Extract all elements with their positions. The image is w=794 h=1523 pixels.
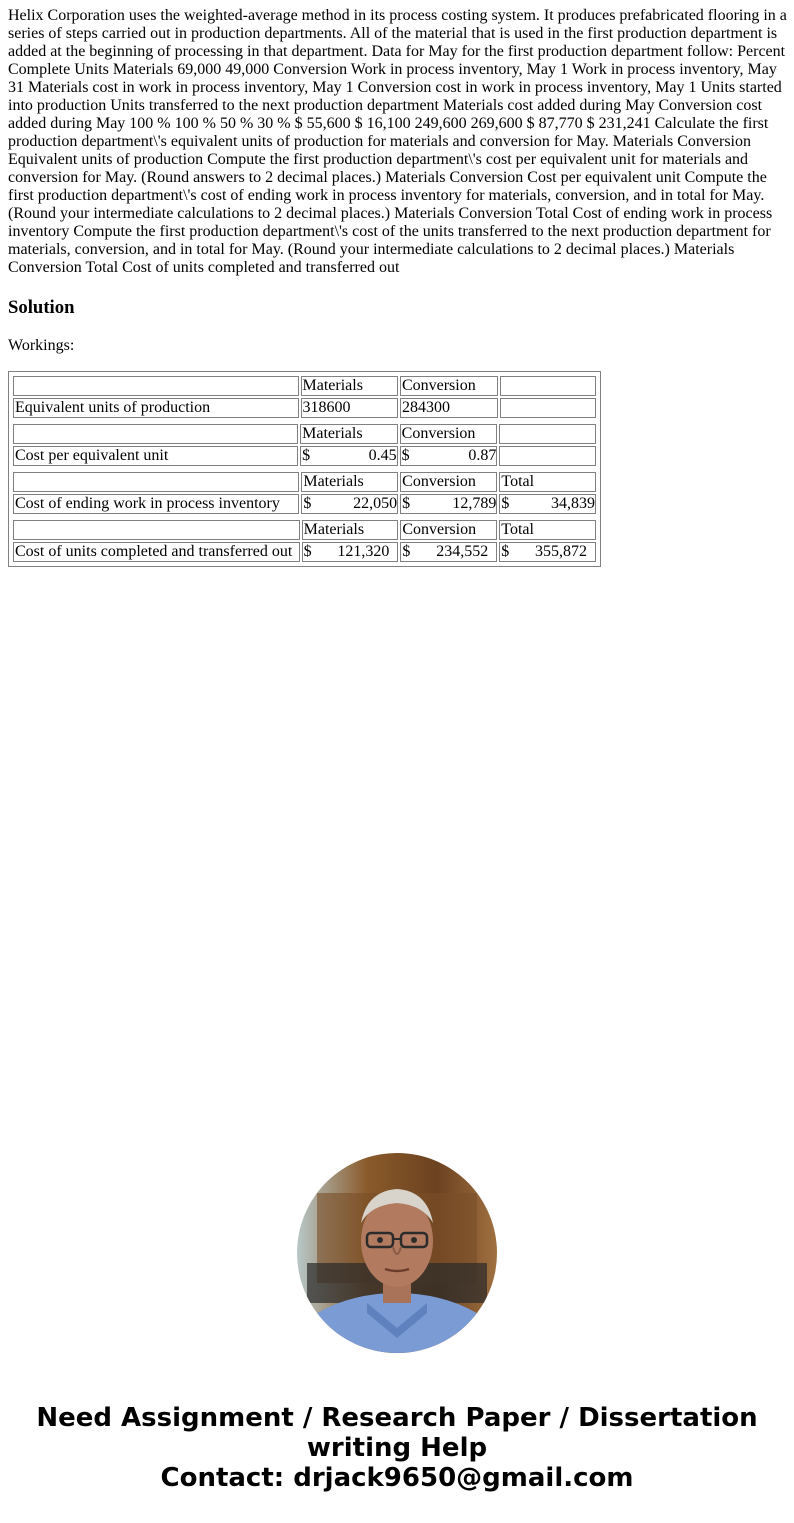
header-cell: Materials [300,424,398,444]
table-header-row [13,520,596,540]
question-text: Helix Corporation uses the weighted-average method in its process costing system. It produces prefabricated flooring in a series of steps carried out in production departments. All of the material that is used in the first production department is added at the beginning of processing in that department. Data for May for the first production department follow: Percent Complete Units Materials 69,000 49,000 Conversion Work in process inventory, May 1 Work in process inventory, May 31 Materials cost in work in process inventory, May 1 Conversion cost in work in process inventory, May 1 Units started into production Units transferred to the next production department Materials cost added during May Conversion cost added during May 100 % 100 % 50 % 30 % $ 55,600 $ 16,100 249,600 269,600 $ 87,770 $ 231,241 Calculate the first production department\'s equivalent units of production for materials and conversion for May. Materials Conversion Equivalent units of production Compute the first production department\'s cost per equivalent unit for materials and conversion for May. (Round answers to 2 decimal places.) Materials Conversion Cost per equivalent unit Compute the first production department\'s cost of ending work in process inventory for materials, conversion, and in total for May. (Round your intermediate calculations to 2 decimal places.) Materials Conversion Total Cost of ending work in process inventory Compute the first production department\'s cost of the units transferred to the next production department for materials, conversion, and in total for May. (Round your intermediate calculations to 2 decimal places.) Materials Conversion Total Cost of units completed and transferred out [8,7,787,276]
header-cell: Total [499,472,596,492]
header-cell: Conversion [400,520,497,540]
amount: 0.87 [468,447,497,464]
header-cell: Total [499,520,596,540]
amount: 34,839 [551,495,595,512]
materials-value [300,446,398,466]
currency-symbol: $ [303,495,312,512]
footer-contact [0,1403,794,1493]
footer-line-1: Need Assignment / Research Paper / Dissertation [36,1403,758,1433]
currency-symbol: $ [402,543,411,560]
header-cell [13,520,300,540]
currency-symbol: $ [302,447,311,464]
header-cell [13,472,299,492]
materials-value [302,542,399,562]
currency-symbol: $ [501,543,510,560]
header-cell: Conversion [400,472,497,492]
total-value [499,494,596,514]
footer-line-3: Contact: drjack9650@gmail.com [160,1463,634,1493]
currency-symbol: $ [303,543,312,560]
row-label: Cost of units completed and transferred out [13,542,300,562]
row-label: Equivalent units of production [13,398,299,418]
header-cell: Conversion [400,424,498,444]
materials-value: 318600 [301,398,398,418]
conversion-value [400,446,498,466]
footer-line-2: writing Help [306,1433,488,1463]
empty-cell [499,446,596,466]
table-header-row [13,472,596,492]
table-row [13,398,596,418]
amount: 22,050 [353,495,398,512]
row-label: Cost of ending work in process inventory [13,494,299,514]
header-cell [500,376,596,396]
header-cell [499,424,596,444]
header-cell: Conversion [400,376,498,396]
portrait-image [297,1153,497,1353]
total-value [499,542,596,562]
amount: 12,789 [452,495,497,512]
conversion-value [400,494,497,514]
cost-per-unit-table [11,422,598,468]
table-header-row [13,376,596,396]
workings-table [8,371,601,567]
amount: 121,320 [337,543,390,560]
amount: 234,552 [436,543,489,560]
amount: 0.45 [368,447,397,464]
header-cell: Materials [301,472,398,492]
equivalent-units-table [11,374,598,420]
amount: 355,872 [535,543,587,560]
table-row [13,446,596,466]
table-header-row [13,424,596,444]
header-cell [13,376,299,396]
header-cell [13,424,298,444]
currency-symbol: $ [501,495,510,512]
tutor-photo [297,1153,497,1353]
currency-symbol: $ [402,495,411,512]
solution-heading: Solution [8,297,75,318]
conversion-value [400,542,497,562]
currency-symbol: $ [401,447,410,464]
ending-wip-table [11,470,598,516]
table-row [13,494,596,514]
conversion-value: 284300 [400,398,498,418]
header-cell: Materials [301,376,398,396]
header-cell: Materials [302,520,399,540]
workings-label: Workings: [8,337,75,354]
transferred-out-table [11,518,598,564]
row-label: Cost per equivalent unit [13,446,298,466]
empty-cell [500,398,596,418]
table-row [13,542,596,562]
materials-value [301,494,398,514]
